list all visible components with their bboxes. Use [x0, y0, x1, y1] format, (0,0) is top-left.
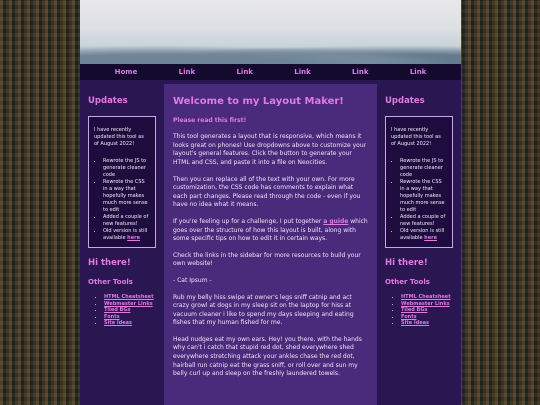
- tool-link-fonts[interactable]: Fonts: [104, 313, 120, 320]
- nav-link-1[interactable]: Link: [178, 68, 196, 76]
- main-content: [164, 84, 377, 405]
- paragraph-customization: Then you can replace all of the text with your own. For more customization, the CSS code has comments to explain what each part changes. Please read through the code - even if you have no idea what it means.: [173, 175, 361, 209]
- tool-link-site-ideas[interactable]: Site Ideas: [104, 320, 133, 326]
- tool-link-webmaster-links[interactable]: Webmaster Links: [401, 300, 450, 307]
- page-container: [80, 0, 461, 405]
- paragraph-cat-ipsum-1: Rub my belly hiss swipe at owner's legs sniff catnip and act crazy growl at dogs in my sleep sit on the laptop for hiss at vacuum cleaner i like to spend my days sleeping and eating fishes that my human fished for me.: [173, 293, 354, 327]
- list-item: • Rewrote the CSS in a way that hopefully makes much more sense to edit: [400, 179, 447, 214]
- nav-link-4[interactable]: Link: [352, 68, 369, 76]
- page-title: Welcome to my Layout Maker!: [173, 96, 344, 107]
- tool-link-html-cheatsheet[interactable]: HTML Cheatsheet: [401, 294, 451, 300]
- paragraph-intro: This tool generates a layout that is responsive, which means it looks great on phones! Use dropdowns above to customize your layout's general features. Click the button to generate your HTML and CSS, and paste it into a file on Neocities.: [173, 133, 367, 166]
- right-hi-heading: Hi there!: [385, 258, 428, 268]
- right-updates-intro: I have recently updated this tool as of August 2022!: [391, 127, 441, 147]
- old-version-text: Old version is still available: [400, 228, 445, 241]
- left-hi-heading: Hi there!: [88, 258, 131, 268]
- nav-link-2[interactable]: Link: [236, 68, 253, 76]
- top-nav: [80, 64, 461, 80]
- nav-link-3[interactable]: Link: [294, 68, 311, 76]
- header-banner-image: [80, 0, 461, 64]
- list-item: [400, 228, 447, 242]
- old-version-link[interactable]: here: [424, 235, 437, 241]
- paragraph-cat-ipsum-2: Head nudges eat my own ears. Hey! you there, with the hands why can't i catch that stupid red dot, shed everywhere shed everywhere stretching attack your ankles chase the red dot, hairball run catnip eat the grass sniff, or roll over and sun my belly curl up and sleep on the freshly laundered towels.: [173, 335, 362, 378]
- right-tools-heading: Other Tools: [385, 278, 430, 286]
- right-updates-heading: Updates: [385, 96, 425, 106]
- list-item: • Rewrote the JS to generate cleaner code: [103, 158, 150, 179]
- cat-ipsum-heading: - Cat Ipsum -: [173, 276, 212, 284]
- left-updates-box: [88, 116, 156, 248]
- tool-link-html-cheatsheet[interactable]: HTML Cheatsheet: [104, 294, 154, 300]
- list-item: [103, 228, 150, 242]
- left-tools-list: [88, 294, 156, 327]
- left-tools-heading: Other Tools: [88, 278, 133, 286]
- read-first-heading: Please read this first!: [173, 116, 247, 124]
- left-updates-list: [94, 158, 150, 242]
- tool-link-webmaster-links[interactable]: Webmaster Links: [104, 300, 153, 307]
- tool-link-tiled-bgs[interactable]: Tiled BGs: [401, 307, 428, 313]
- list-item: • Added a couple of new features!: [103, 214, 150, 228]
- nav-home-link[interactable]: Home: [114, 68, 138, 76]
- guide-link[interactable]: a guide: [323, 217, 349, 225]
- left-updates-heading: Updates: [88, 96, 128, 106]
- nav-link-5[interactable]: Link: [409, 68, 427, 76]
- left-updates-intro: I have recently updated this tool as of August 2022!: [94, 127, 144, 147]
- list-item: • Added a couple of new features!: [400, 214, 447, 228]
- paragraph-guide: [173, 218, 368, 244]
- list-item: • Rewrote the CSS in a way that hopefully makes much more sense to edit: [103, 179, 150, 214]
- guide-text-after: which goes over the structure of how this layout is built, along with some specific tips on how to edit it in certain ways.: [173, 217, 368, 243]
- right-updates-box: [385, 116, 453, 248]
- old-version-text: Old version is still available: [103, 228, 148, 241]
- old-version-link[interactable]: here: [127, 235, 140, 241]
- guide-text-before: If you're feeling up for a challenge, I put together: [173, 217, 324, 225]
- list-item: • Rewrote the JS to generate cleaner code: [400, 158, 447, 179]
- right-updates-list: [391, 158, 447, 242]
- tool-link-tiled-bgs[interactable]: Tiled BGs: [104, 307, 131, 313]
- tool-link-fonts[interactable]: Fonts: [401, 313, 417, 320]
- tool-link-site-ideas[interactable]: Site Ideas: [401, 320, 430, 326]
- right-tools-list: [385, 294, 453, 327]
- paragraph-sidebar-note: Check the links in the sidebar for more resources to build your own website!: [173, 251, 361, 268]
- right-sidebar: [377, 84, 461, 405]
- left-sidebar: [80, 84, 164, 405]
